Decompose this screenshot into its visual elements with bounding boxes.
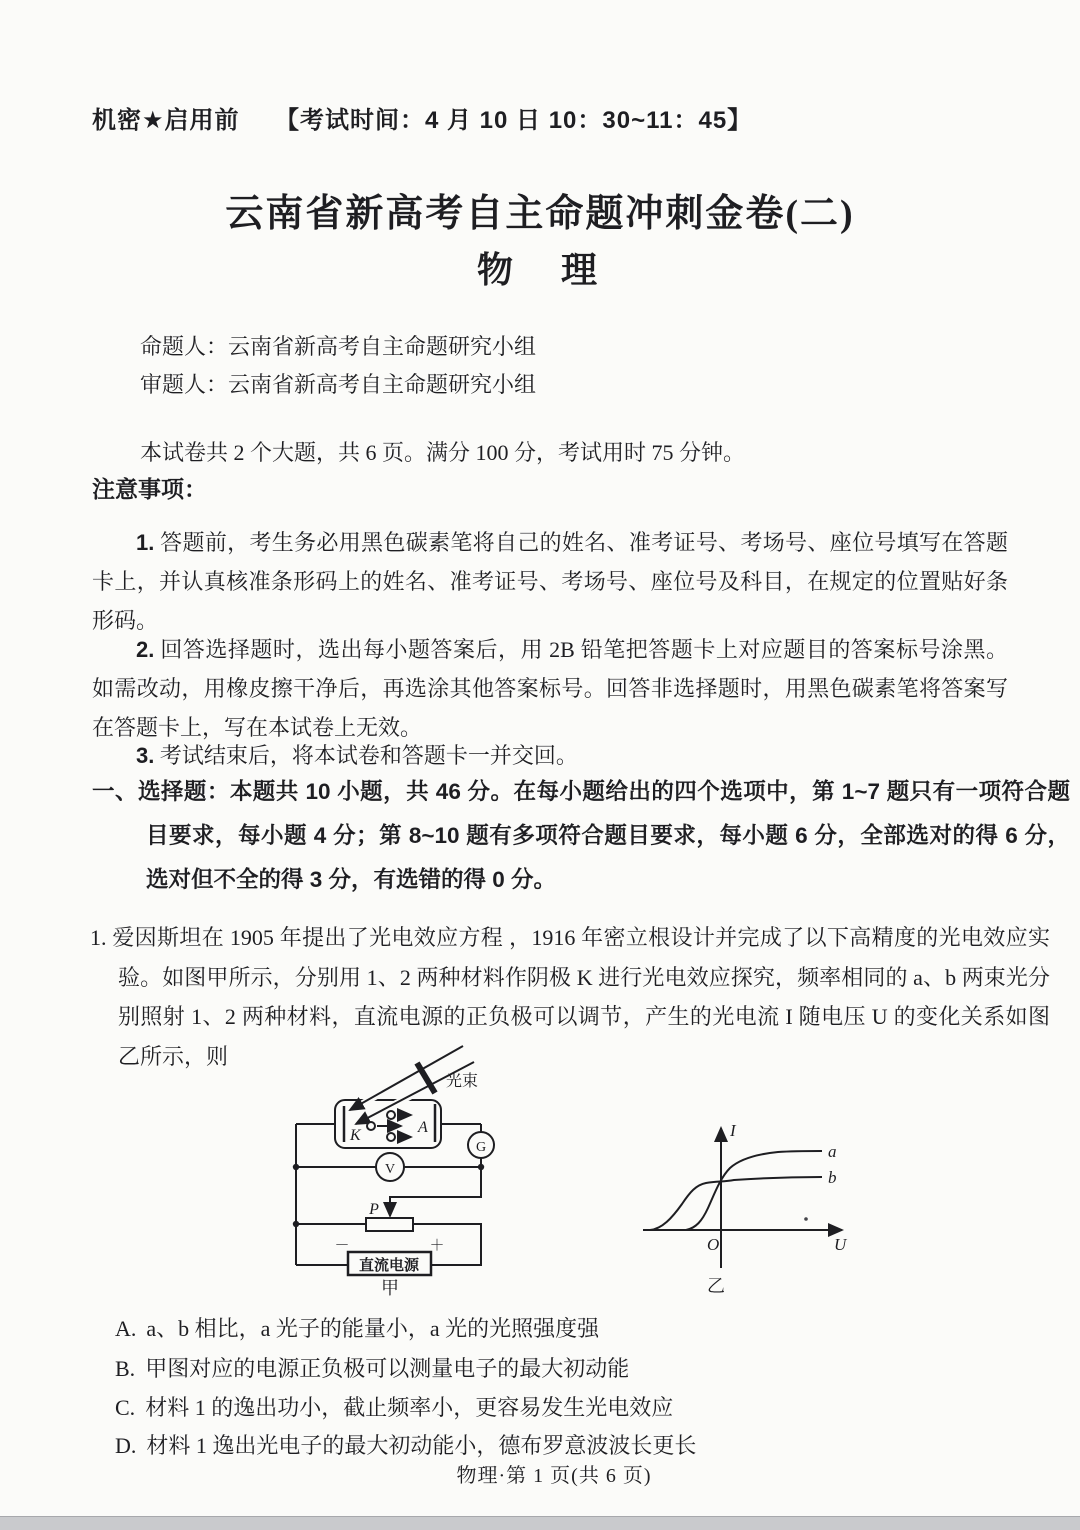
potentiometer (366, 1218, 413, 1231)
confidential-label: 机密★启用前 (92, 107, 240, 134)
notice-text-3: 考试结束后，将本试卷和答题卡一并交回。 (154, 743, 578, 768)
x-axis-label: U (834, 1235, 847, 1254)
figure-yi-caption: 乙 (707, 1276, 725, 1296)
notice-title: 注意事项： (92, 476, 207, 502)
notice-num-1: 1. (136, 530, 155, 555)
notice-text-2: 回答选择题时，选出每小题答案后，用 2B 铅笔把答题卡上对应题目的答案标号涂黑。如需改动，用橡皮擦干净后，再选涂其他答案标号。回答非选择题时，用黑色碳素笔将答案写在答题卡上，写在本试卷上无效。 (92, 637, 1008, 740)
photo-edge-strip (0, 1516, 1080, 1530)
scan-speck (804, 1217, 808, 1221)
notice-item-2 (92, 630, 1008, 747)
option-d-label: D. (115, 1433, 137, 1458)
figure-jia-caption: 甲 (381, 1278, 399, 1298)
iv-graph-figure-yi (628, 1078, 888, 1298)
option-b-label: B. (115, 1356, 136, 1381)
voltmeter-label: V (384, 1162, 396, 1177)
notice-num-3: 3. (136, 743, 155, 768)
notice-item-1 (92, 523, 1008, 640)
paper-title: 云南省新高考自主命题冲刺金卷(二) (225, 193, 855, 235)
option-c-text: 材料 1 的逸出功小，截止频率小，更容易发生光电效应 (145, 1395, 674, 1420)
graph-axes (643, 1128, 842, 1268)
paper-intro: 本试卷共 2 个大题，共 6 页。满分 100 分，考试用时 75 分钟。 (140, 440, 746, 465)
galvanometer-label: G (475, 1140, 487, 1155)
proposer-line: 命题人：云南省新高考自主命题研究小组 (140, 334, 537, 359)
question-1-number: 1. (90, 925, 107, 950)
notice-text-1: 答题前，考生务必用黑色碳素笔将自己的姓名、准考证号、考场号、座位号填写在答题卡上，并认真核准条形码上的姓名、准考证号、考场号、座位号及科目，在规定的位置贴好条形码。 (92, 530, 1008, 633)
cathode-label: K (350, 1127, 361, 1144)
option-b (115, 1352, 629, 1383)
curve-b-label: b (828, 1168, 837, 1187)
curve-a (686, 1151, 822, 1230)
graph-curves (650, 1151, 822, 1230)
option-c-label: C. (115, 1395, 136, 1420)
section-1-heading: 一、选择题：本题共 10 小题，共 46 分。在每小题给出的四个选项中，第 1~7 题只有一项符合题目要求，每小题 4 分；第 8~10 题有多项符合题目要求，每小题 6 分，全部选对的得 6 分，选对但不全的得 3 分，有选错的得 0 分。 (92, 779, 1070, 892)
slider-label: P (369, 1201, 379, 1218)
curve-b (650, 1177, 822, 1230)
option-d-text: 材料 1 逸出光电子的最大初动能小，德布罗意波波长更长 (146, 1433, 697, 1458)
anode-label: A (418, 1119, 428, 1136)
beam-label: 光束 (446, 1073, 479, 1090)
option-a (115, 1312, 599, 1343)
origin-label: O (707, 1235, 720, 1254)
plus-terminal-label: ＋ (429, 1238, 445, 1254)
notice-num-2: 2. (136, 637, 155, 662)
circuit-figure-jia (278, 1040, 598, 1300)
y-axis-label: I (730, 1121, 736, 1140)
dc-source-label: 直流电源 (358, 1257, 420, 1274)
page-footer: 物理·第 1 页(共 6 页) (456, 1465, 652, 1487)
exam-time-label: 【考试时间：4 月 10 日 10：30~11：45】 (275, 107, 753, 134)
option-a-label: A. (115, 1316, 137, 1341)
option-b-text: 甲图对应的电源正负极可以测量电子的最大初动能 (145, 1356, 630, 1381)
minus-terminal-label: － (334, 1238, 350, 1254)
option-c (115, 1391, 673, 1422)
option-d (115, 1429, 696, 1460)
reviewer-line: 审题人：云南省新高考自主命题研究小组 (140, 372, 537, 397)
curve-a-label: a (828, 1142, 837, 1161)
subject-title: 物 理 (476, 250, 603, 290)
question-1-text: 爱因斯坦在 1905 年提出了光电效应方程 ，1916 年密立根设计并完成了以下高精度的光电效应实验。如图甲所示，分别用 1、2 两种材料作阴极 K 进行光电效应探究，频率相同的 a、b 两束光分别照射 1、2 两种材料，直流电源的正负极可以调节，产生的光电流 I 随电压 U 的变化关系如图乙所示，则 (106, 925, 1050, 1069)
option-a-text: a、b 相比，a 光子的能量小，a 光的光照强度强 (146, 1316, 600, 1341)
